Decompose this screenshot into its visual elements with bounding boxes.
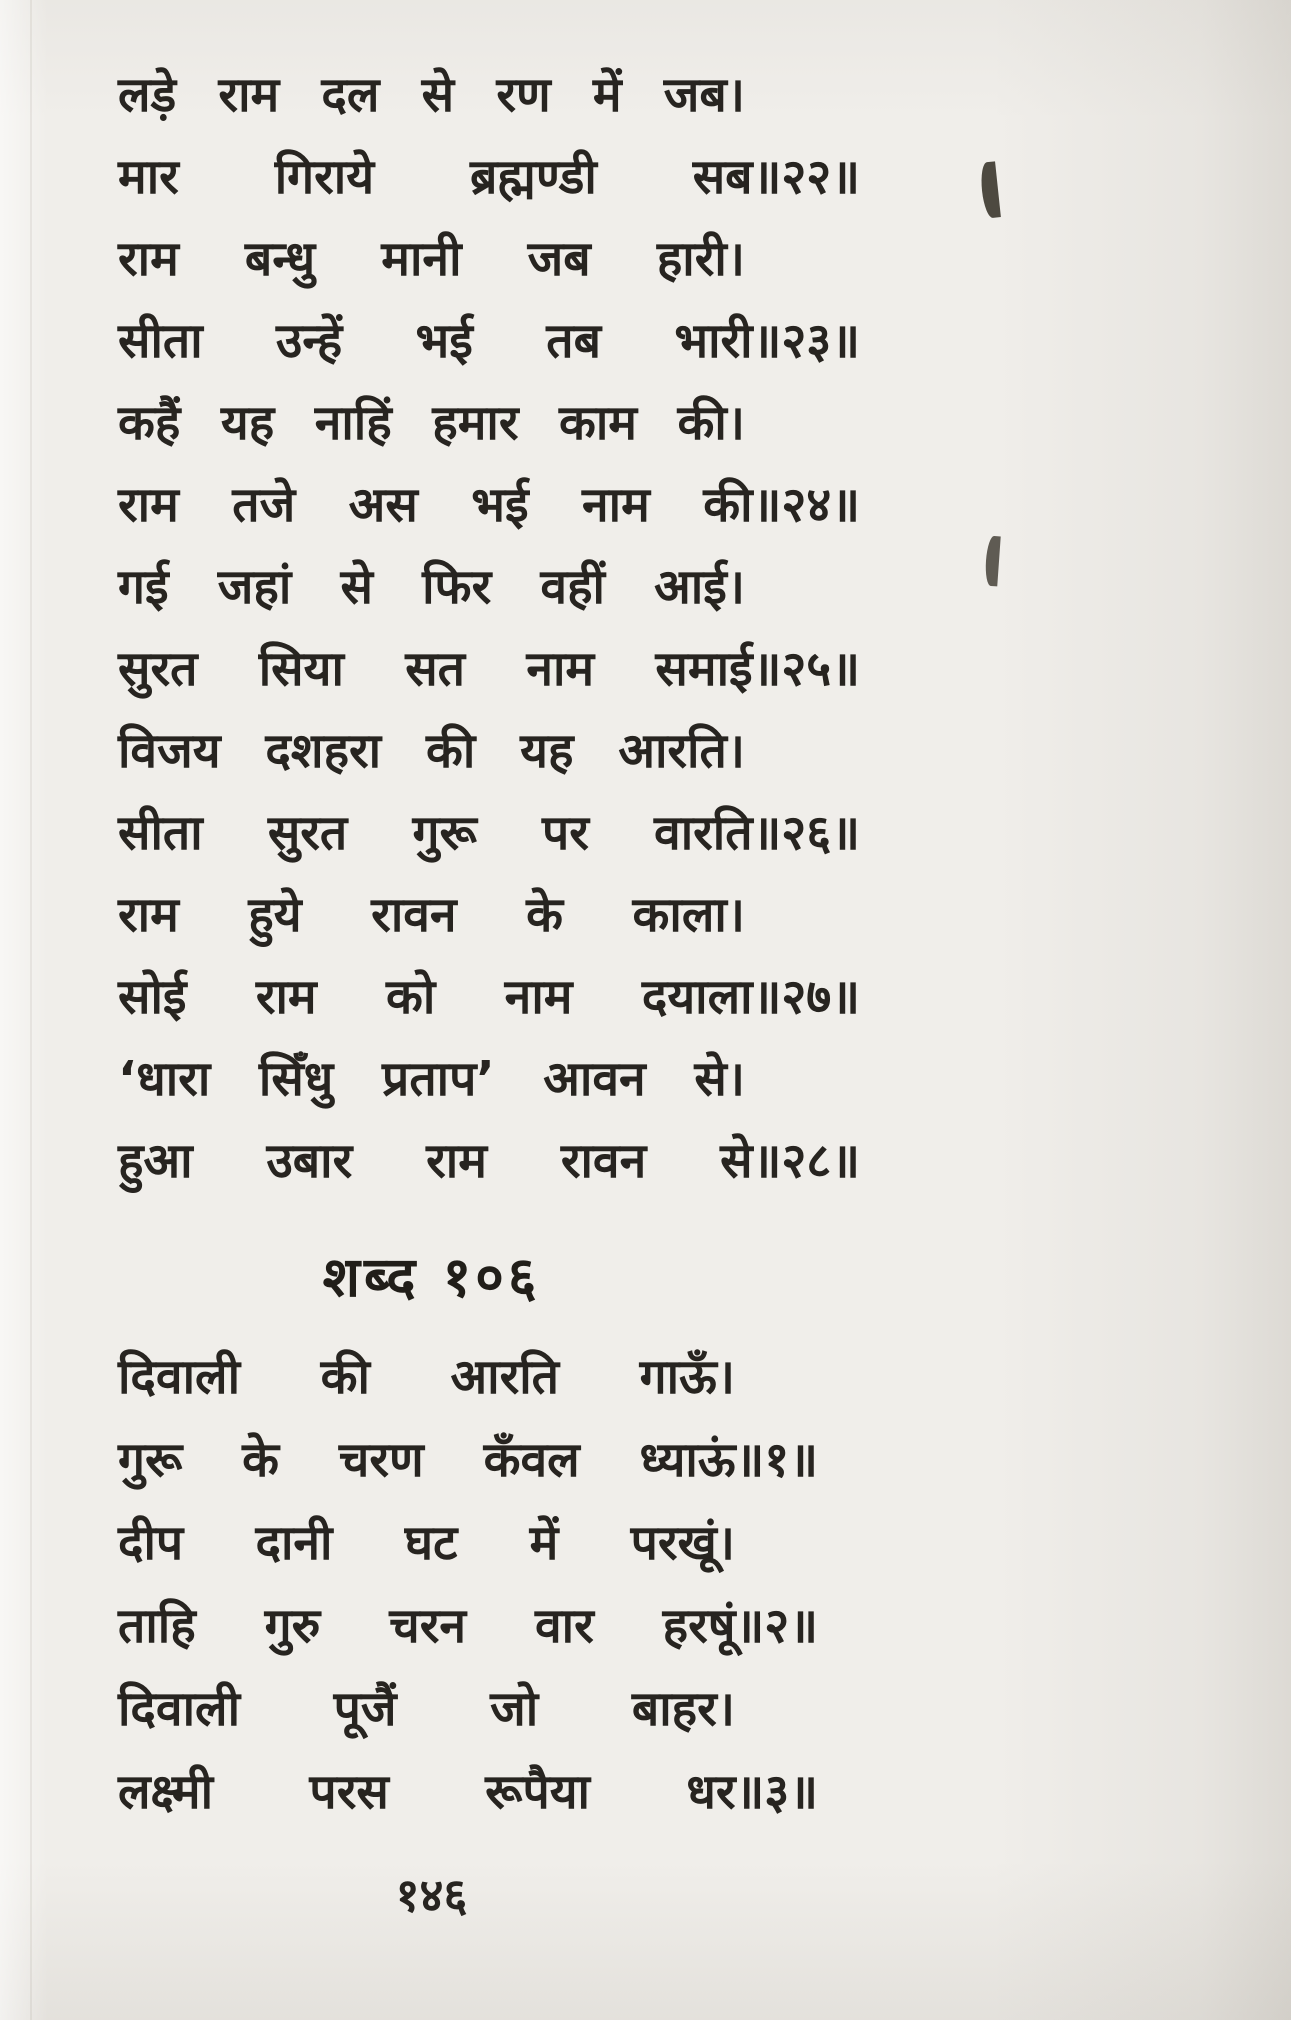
verse-line: दिवाली पूजैं जो बाहर। — [118, 1681, 735, 1737]
scan-smudge — [979, 161, 1001, 218]
verse-line: विजय दशहरा की यह आरति। — [118, 723, 745, 779]
scan-smudge — [984, 536, 1000, 587]
verse-line: राम हुये रावन के काला। — [118, 887, 745, 943]
scanned-page — [118, 54, 878, 1936]
verse-line: सीता सुरत गुरू पर वारति॥२६॥ — [118, 805, 860, 861]
verse-line: ‘धारा सिँधु प्रताप’ आवन से। — [118, 1051, 745, 1107]
verse-line: लक्ष्मी परस रूपैया धर॥३॥ — [118, 1764, 818, 1820]
verse-line: लड़े राम दल से रण में जब। — [118, 67, 745, 123]
verse-line: गुरू के चरण कँवल ध्याऊं॥१॥ — [118, 1432, 818, 1488]
verse-line: हुआ उबार राम रावन से॥२८॥ — [118, 1133, 860, 1189]
page-number: १४६ — [395, 1868, 468, 1922]
verse-line: सोई राम को नाम दयाला॥२७॥ — [118, 969, 860, 1025]
verse-line: कहैं यह नाहिं हमार काम की। — [118, 395, 745, 451]
verse-line: दिवाली की आरति गाऊँ। — [118, 1349, 735, 1405]
verse-line: मार गिराये ब्रह्मण्डी सब॥२२॥ — [118, 149, 860, 205]
verse-line: राम तजे अस भई नाम की॥२४॥ — [118, 477, 860, 533]
verse-section-2 — [118, 1336, 878, 1834]
verse-line: राम बन्धु मानी जब हारी। — [118, 231, 745, 287]
verse-line: गई जहां से फिर वहीं आई। — [118, 559, 745, 615]
verse-line: दीप दानी घट में परखूं। — [118, 1515, 735, 1571]
verse-section-1 — [118, 54, 878, 1202]
verse-line: सुरत सिया सत नाम समाई॥२५॥ — [118, 641, 860, 697]
verse-line: सीता उन्हें भई तब भारी॥२३॥ — [118, 313, 860, 369]
verse-line: ताहि गुरु चरन वार हरषूं॥२॥ — [118, 1598, 818, 1654]
section-heading: शब्द १०६ — [322, 1245, 541, 1309]
page-edge-shadow — [30, 0, 32, 2020]
